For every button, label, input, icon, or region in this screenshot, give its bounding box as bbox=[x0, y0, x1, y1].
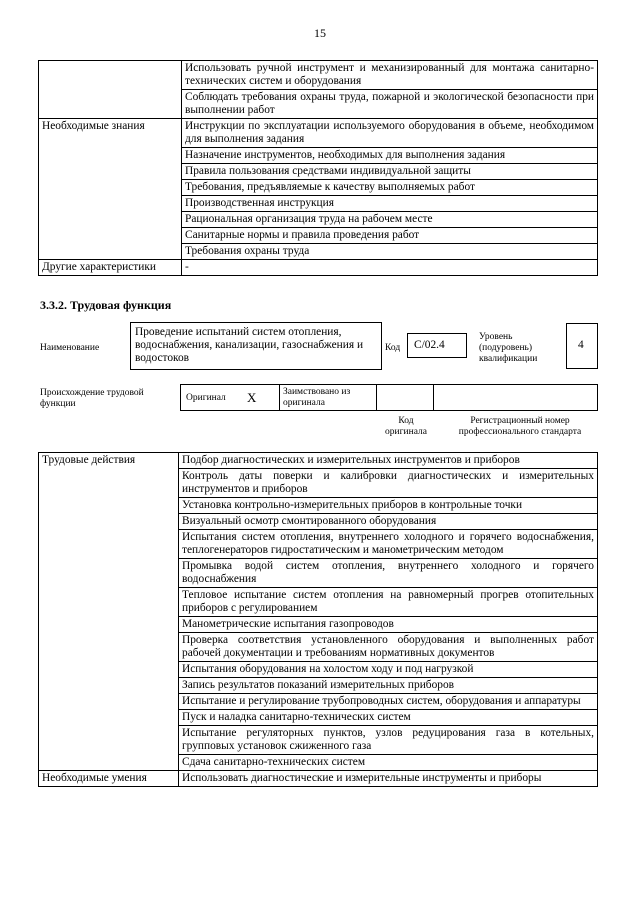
reg-number-box bbox=[433, 384, 598, 411]
table-cell: Визуальный осмотр смонтированного оборудования bbox=[179, 514, 598, 530]
section-heading: 3.3.2. Трудовая функция bbox=[40, 298, 172, 312]
function-name: Проведение испытаний систем отопления, водоснабжения, канализации, газоснабжения и водостоков bbox=[135, 326, 364, 364]
name-label: Наименование bbox=[40, 343, 100, 353]
table-cell: Назначение инструментов, необходимых для выполнения задания bbox=[182, 148, 598, 164]
row-label-knowledge: Необходимые знания bbox=[39, 119, 182, 260]
code-value: С/02.4 bbox=[414, 339, 445, 351]
reg-number-caption: Регистрационный номер профессионального стандарта bbox=[458, 416, 582, 437]
table-row bbox=[39, 260, 598, 276]
page-number: 15 bbox=[314, 26, 326, 40]
row-label bbox=[39, 61, 182, 119]
table-cell: Санитарные нормы и правила проведения работ bbox=[182, 228, 598, 244]
table-cell: Требования, предъявляемые к качеству выполняемых работ bbox=[182, 180, 598, 196]
table-cell: Сдача санитарно-технических систем bbox=[179, 755, 598, 771]
table-cell: Рациональная организация труда на рабочем месте bbox=[182, 212, 598, 228]
table-cell: Производственная инструкция bbox=[182, 196, 598, 212]
table-cell: Тепловое испытание систем отопления на равномерный прогрев отопительных приборов с регулированием bbox=[179, 588, 598, 617]
table-cell: Использовать ручной инструмент и механизированный для монтажа санитарно-технических систем и оборудования bbox=[182, 61, 598, 90]
table-row bbox=[39, 119, 598, 148]
table-row bbox=[39, 771, 598, 787]
table-cell: Испытания систем отопления, внутреннего холодного и горячего водоснабжения, теплогенераторов гидростатическим и манометрическим методом bbox=[179, 530, 598, 559]
row-label-other: Другие характеристики bbox=[39, 260, 182, 276]
origin-label: Происхождение трудовой функции bbox=[40, 388, 144, 409]
borrowed-label: Заимствовано из оригинала bbox=[283, 387, 351, 408]
original-label: Оригинал bbox=[186, 393, 226, 403]
level-label: Уровень (подуровень) квалификации bbox=[479, 332, 538, 364]
table-cell: Испытание регуляторных пунктов, узлов редуцирования газа в котельных, групповых установок сжиженного газа bbox=[179, 726, 598, 755]
code-original-box bbox=[376, 384, 434, 411]
original-mark: X bbox=[247, 390, 257, 405]
table-cell: Промывка водой систем отопления, внутреннего холодного и горячего водоснабжения bbox=[179, 559, 598, 588]
table-cell: Испытания оборудования на холостом ходу и под нагрузкой bbox=[179, 662, 598, 678]
table-cell: Установка контрольно-измерительных приборов в контрольные точки bbox=[179, 498, 598, 514]
table-cell: Запись результатов показаний измерительных приборов bbox=[179, 678, 598, 694]
code-original-caption: Код оригинала bbox=[385, 416, 427, 437]
code-label: Код bbox=[385, 343, 401, 353]
labor-actions-table bbox=[38, 452, 598, 787]
table-cell: Инструкции по эксплуатации используемого оборудования в объеме, необходимом для выполнения задания bbox=[182, 119, 598, 148]
row-label-skills: Необходимые умения bbox=[39, 771, 179, 787]
table-row bbox=[39, 453, 598, 469]
table-cell: Правила пользования средствами индивидуальной защиты bbox=[182, 164, 598, 180]
table-cell: Соблюдать требования охраны труда, пожарной и экологической безопасности при выполнении работ bbox=[182, 90, 598, 119]
table-row bbox=[39, 61, 598, 90]
table-cell: Контроль даты поверки и калибровки диагностических и измерительных инструментов и приборов bbox=[179, 469, 598, 498]
table-cell: Манометрические испытания газопроводов bbox=[179, 617, 598, 633]
level-value: 4 bbox=[578, 339, 584, 351]
table-cell: Проверка соответствия установленного оборудования и выполненных работ рабочей документации и требованиям нормативных документов bbox=[179, 633, 598, 662]
table-cell: Использовать диагностические и измерительные инструменты и приборы bbox=[179, 771, 598, 787]
table-cell: - bbox=[182, 260, 598, 276]
skills-knowledge-table bbox=[38, 60, 598, 276]
row-label-actions: Трудовые действия bbox=[39, 453, 179, 771]
table-cell: Требования охраны труда bbox=[182, 244, 598, 260]
table-cell: Подбор диагностических и измерительных инструментов и приборов bbox=[179, 453, 598, 469]
table-cell: Пуск и наладка санитарно-технических систем bbox=[179, 710, 598, 726]
table-cell: Испытание и регулирование трубопроводных систем, оборудования и аппаратуры bbox=[179, 694, 598, 710]
